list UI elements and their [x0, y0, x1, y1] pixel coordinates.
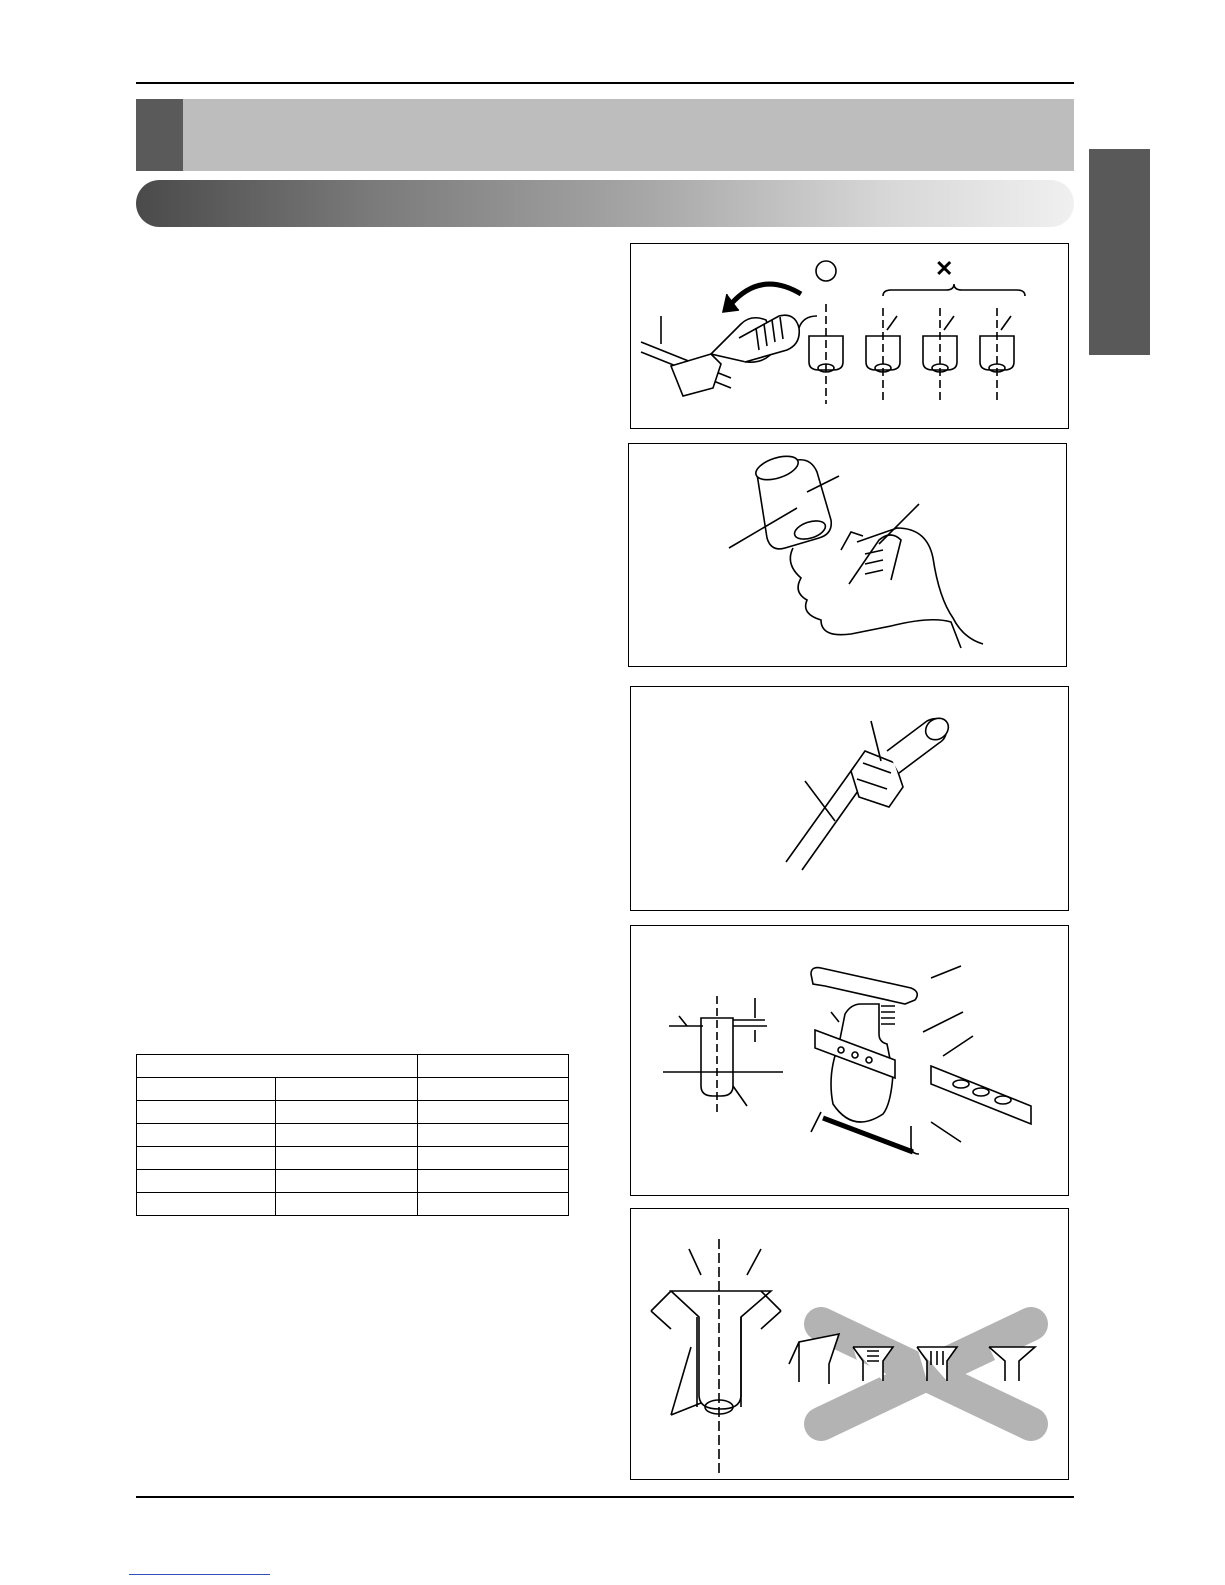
- subsection-bar: [136, 180, 1074, 227]
- table-row: [137, 1124, 569, 1147]
- figure-flare-nut: [630, 686, 1069, 911]
- table-cell: [418, 1147, 569, 1170]
- section-title-bar: [136, 99, 1074, 171]
- table-cell: [137, 1101, 276, 1124]
- table-row: [137, 1147, 569, 1170]
- flare-nut-illustration: [631, 687, 1070, 912]
- table-cell: [137, 1147, 276, 1170]
- deburring-illustration: [629, 444, 1068, 668]
- table-row: [137, 1101, 569, 1124]
- table-row: [137, 1193, 569, 1216]
- side-tab: [1089, 149, 1150, 355]
- table-cell: [276, 1101, 418, 1124]
- top-rule: [136, 82, 1074, 84]
- bottom-rule: [136, 1496, 1074, 1498]
- bad-mark: ✕: [935, 256, 954, 281]
- spec-table: [136, 1054, 569, 1216]
- table-cell: [276, 1193, 418, 1216]
- pipe-cutter-illustration: [631, 244, 1070, 430]
- table-cell: [418, 1078, 569, 1101]
- table-cell: [418, 1193, 569, 1216]
- figure-flare-check: [630, 1208, 1069, 1480]
- table-cell: [418, 1170, 569, 1193]
- table-row: [137, 1170, 569, 1193]
- ok-mark: [813, 254, 828, 282]
- figure-deburring: [628, 443, 1067, 667]
- table-cell: [137, 1124, 276, 1147]
- table-header-cell: [418, 1055, 569, 1078]
- table-cell: [276, 1078, 418, 1101]
- flaring-tool-illustration: [631, 926, 1070, 1197]
- table-cell: [418, 1124, 569, 1147]
- table-cell: [418, 1101, 569, 1124]
- section-title-block: [136, 99, 183, 171]
- table-cell: [137, 1078, 276, 1101]
- table-row: [137, 1078, 569, 1101]
- figure-pipe-cutting: [630, 243, 1069, 429]
- table-cell: [137, 1170, 276, 1193]
- table-cell: [276, 1147, 418, 1170]
- table-cell: [276, 1170, 418, 1193]
- footer-link[interactable]: [129, 1574, 270, 1575]
- flare-check-illustration: [631, 1209, 1070, 1481]
- figure-flaring-tool: [630, 925, 1069, 1196]
- table-header-cell: [137, 1055, 418, 1078]
- table-cell: [276, 1124, 418, 1147]
- table-cell: [137, 1193, 276, 1216]
- table-header-row: [137, 1055, 569, 1078]
